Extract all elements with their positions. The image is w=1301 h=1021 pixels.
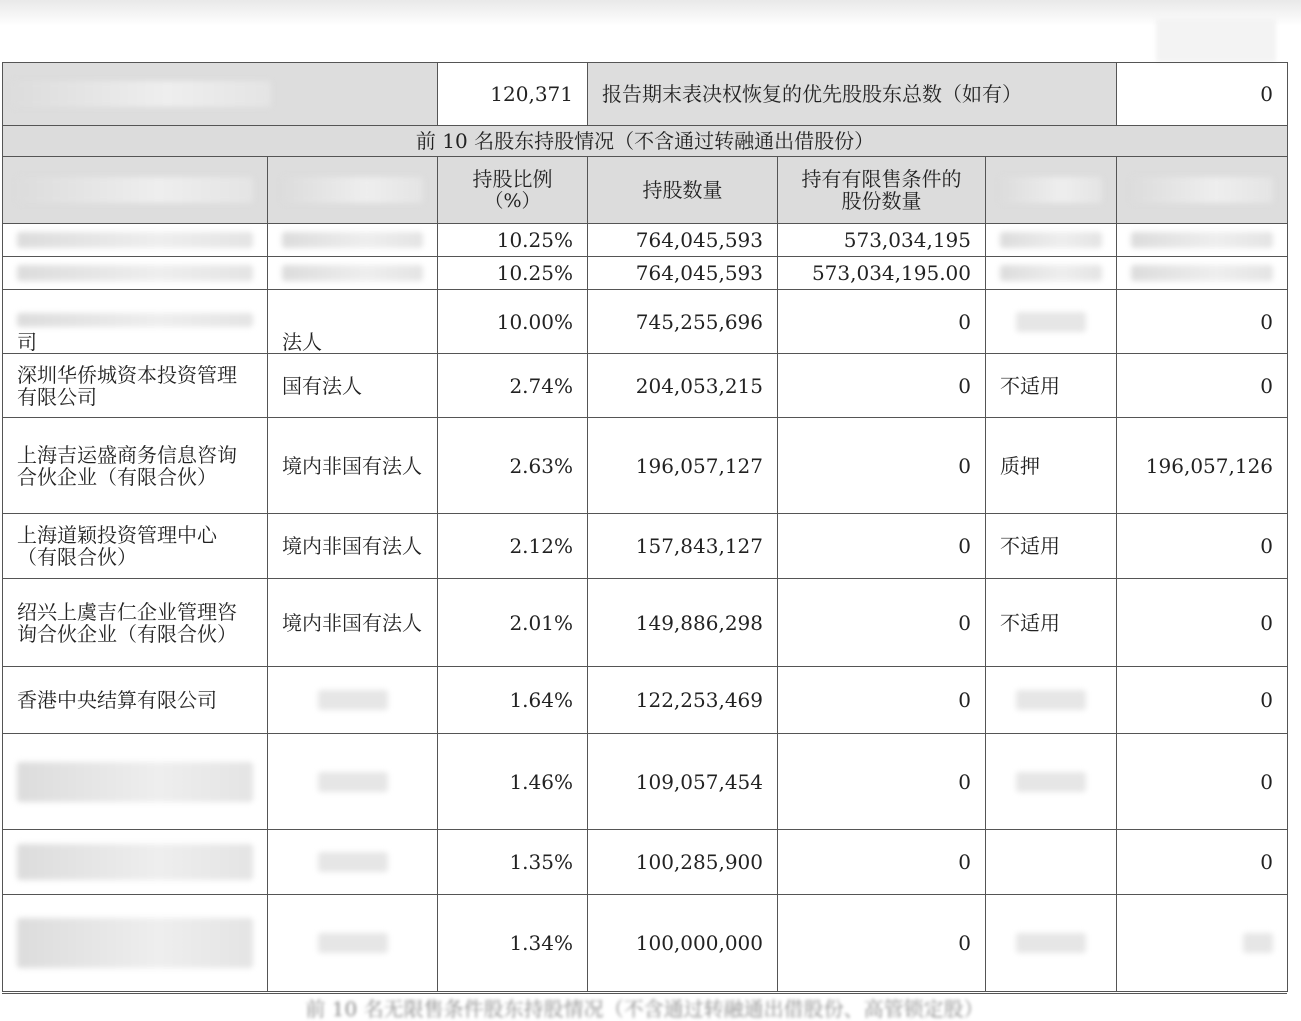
holder-nature: [268, 257, 438, 290]
redacted-corner: [1156, 18, 1276, 62]
holder-pledged: 0: [1117, 667, 1288, 734]
holder-ratio: 10.25%: [438, 257, 588, 290]
header-name-redacted: [3, 157, 268, 224]
holder-name: 深圳华侨城资本投资管理有限公司: [3, 354, 268, 418]
holder-nature: 法人: [268, 290, 438, 354]
holder-pledged: [1117, 257, 1288, 290]
holder-nature: [268, 734, 438, 830]
holder-name: [3, 224, 268, 257]
holder-ratio: 1.64%: [438, 667, 588, 734]
holder-restricted: 0: [778, 667, 986, 734]
summary-row: [3, 63, 1288, 126]
holder-restricted: 0: [778, 514, 986, 579]
holder-quantity: 100,285,900: [588, 830, 778, 895]
holder-ratio: 2.74%: [438, 354, 588, 418]
section-title: 前 10 名股东持股情况（不含通过转融通出借股份）: [3, 126, 1288, 157]
table-row: [3, 418, 1288, 514]
preferred-shareholders-label: 报告期末表决权恢复的优先股股东总数（如有）: [588, 63, 1117, 126]
holder-pledged: 0: [1117, 734, 1288, 830]
holder-status: [986, 830, 1117, 895]
table-row: [3, 830, 1288, 895]
holder-nature: 境内非国有法人: [268, 579, 438, 667]
holder-ratio: 10.00%: [438, 290, 588, 354]
preferred-shareholders-value: 0: [1117, 63, 1288, 126]
header-ratio-line2: （%）: [484, 190, 541, 212]
table-row: [3, 895, 1288, 992]
header-row: [3, 157, 1288, 224]
holder-name: 上海道颖投资管理中心（有限合伙）: [3, 514, 268, 579]
header-restricted: 持有有限售条件的股份数量: [778, 157, 986, 224]
summary-count: 120,371: [438, 63, 588, 126]
holder-status: 质押: [986, 418, 1117, 514]
next-section-title-cutoff: [2, 993, 1287, 1021]
header-nature-redacted: [268, 157, 438, 224]
table-row: [3, 354, 1288, 418]
holder-pledged: 0: [1117, 354, 1288, 418]
holder-quantity: 764,045,593: [588, 257, 778, 290]
holder-status: [986, 667, 1117, 734]
holder-pledged: [1117, 224, 1288, 257]
holder-restricted: 573,034,195.00: [778, 257, 986, 290]
table-row: [3, 667, 1288, 734]
holder-ratio: 1.46%: [438, 734, 588, 830]
holder-pledged: 0: [1117, 830, 1288, 895]
holder-quantity: 157,843,127: [588, 514, 778, 579]
holder-nature: [268, 667, 438, 734]
holder-quantity: 196,057,127: [588, 418, 778, 514]
holder-ratio: 10.25%: [438, 224, 588, 257]
holder-quantity: 149,886,298: [588, 579, 778, 667]
holder-pledged: [1117, 895, 1288, 992]
holder-quantity: 100,000,000: [588, 895, 778, 992]
holder-restricted: 0: [778, 734, 986, 830]
holder-status: 不适用: [986, 514, 1117, 579]
holder-ratio: 1.35%: [438, 830, 588, 895]
holder-pledged: 0: [1117, 579, 1288, 667]
holder-ratio: 2.01%: [438, 579, 588, 667]
holder-quantity: 122,253,469: [588, 667, 778, 734]
holder-quantity: 764,045,593: [588, 224, 778, 257]
holder-restricted: 573,034,195: [778, 224, 986, 257]
holder-name: 香港中央结算有限公司: [3, 667, 268, 734]
holder-quantity: 109,057,454: [588, 734, 778, 830]
holder-status: [986, 257, 1117, 290]
table-row: [3, 514, 1288, 579]
holder-status: [986, 224, 1117, 257]
holder-name: [3, 257, 268, 290]
header-ratio-line1: 持股比例: [472, 167, 553, 191]
holder-name: [3, 830, 268, 895]
section-title-row: [3, 126, 1288, 157]
holder-name: [3, 734, 268, 830]
holder-nature: 境内非国有法人: [268, 418, 438, 514]
holder-name: [3, 290, 268, 354]
holder-name: [3, 895, 268, 992]
holder-status: 不适用: [986, 354, 1117, 418]
page-top-shadow: [0, 0, 1301, 26]
holder-nature: [268, 224, 438, 257]
holder-quantity: 745,255,696: [588, 290, 778, 354]
table-row: [3, 290, 1288, 354]
holder-status: 不适用: [986, 579, 1117, 667]
next-section-title: 前 10 名无限售条件股东持股情况（不含通过转融通出借股份、高管锁定股）: [305, 997, 984, 1021]
holder-nature: [268, 830, 438, 895]
holder-ratio: 1.34%: [438, 895, 588, 992]
holder-pledged: 196,057,126: [1117, 418, 1288, 514]
holder-status: [986, 895, 1117, 992]
header-pledged-redacted: [1117, 157, 1288, 224]
holder-restricted: 0: [778, 579, 986, 667]
header-status-redacted: [986, 157, 1117, 224]
holder-status: [986, 290, 1117, 354]
shareholder-table: [2, 62, 1288, 992]
header-ratio: [438, 157, 588, 224]
holder-ratio: 2.12%: [438, 514, 588, 579]
holder-status: [986, 734, 1117, 830]
holder-restricted: 0: [778, 830, 986, 895]
holder-restricted: 0: [778, 418, 986, 514]
holder-nature: 国有法人: [268, 354, 438, 418]
redacted-summary-label: [3, 63, 438, 126]
table-row: [3, 257, 1288, 290]
holder-restricted: 0: [778, 290, 986, 354]
holder-quantity: 204,053,215: [588, 354, 778, 418]
holder-restricted: 0: [778, 895, 986, 992]
table-row: [3, 579, 1288, 667]
holder-name-text: 司: [17, 330, 37, 354]
table-row: [3, 224, 1288, 257]
holder-ratio: 2.63%: [438, 418, 588, 514]
table-row: [3, 734, 1288, 830]
holder-nature: [268, 895, 438, 992]
holder-name: 绍兴上虞吉仁企业管理咨询合伙企业（有限合伙）: [3, 579, 268, 667]
header-quantity: 持股数量: [588, 157, 778, 224]
holder-name: 上海吉运盛商务信息咨询合伙企业（有限合伙）: [3, 418, 268, 514]
holder-pledged: 0: [1117, 514, 1288, 579]
holder-restricted: 0: [778, 354, 986, 418]
holder-pledged: 0: [1117, 290, 1288, 354]
holder-nature: 境内非国有法人: [268, 514, 438, 579]
